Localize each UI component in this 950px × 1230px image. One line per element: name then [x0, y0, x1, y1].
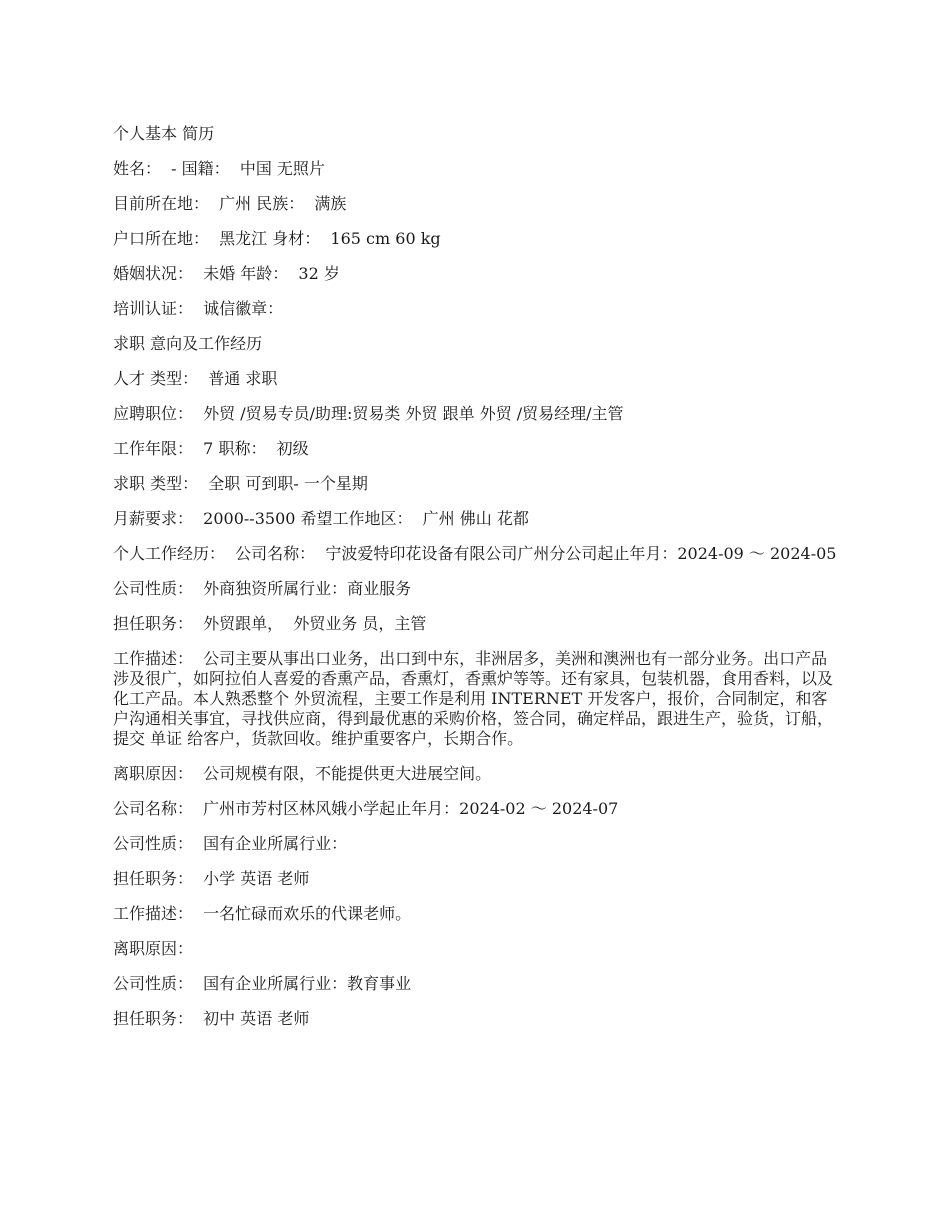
company-name-line: 公司名称： 广州市芳村区林风娥小学起止年月：2024-02 ～ 2024-07 [113, 799, 619, 818]
job-duty-line: 担任职务： 小学 英语 老师 [113, 869, 310, 888]
section-title: 求职 意向及工作经历 [113, 334, 263, 353]
company-nature-line: 公司性质： 国有企业所属行业：教育事业 [113, 974, 412, 993]
company-nature-line: 公司性质： 国有企业所属行业： [113, 834, 348, 853]
talent-type-line: 人才 类型： 普通 求职 [113, 369, 278, 388]
job-type-line: 求职 类型： 全职 可到职- 一个星期 [113, 474, 368, 493]
location-ethnicity-line: 目前所在地： 广州 民族： 满族 [113, 194, 347, 213]
resume-document [113, 124, 838, 1044]
marital-age-line: 婚姻状况： 未婚 年龄： 32 岁 [113, 264, 340, 283]
job-description-paragraph: 工作描述： 公司主要从事出口业务，出口到中东，非洲居多，美洲和澳洲也有一部分业务。出口产品涉及很广，如阿拉伯人喜爱的香熏产品，香熏灯，香熏炉等等。还有家具，包装机器，食用香料，以及化工产品。本人熟悉整个 外贸流程，主要工作是利用 INTERNET 开发客户，报价，合同制定，和客户沟通相关事宜，寻找供应商，得到最优惠的采购价格，签合同，确定样品，跟进生产，验货，订船，提交 单证 给客户，货款回收。维护重要客户，长期合作。 [113, 649, 834, 748]
job-description-line: 工作描述： 一名忙碌而欢乐的代课老师。 [113, 904, 412, 923]
salary-area-line: 月薪要求： 2000--3500 希望工作地区： 广州 佛山 花都 [113, 509, 529, 528]
hukou-body-line: 户口所在地： 黑龙江 身材： 165 cm 60 kg [113, 229, 441, 248]
leaving-reason-line: 离职原因： 公司规模有限，不能提供更大进展空间。 [113, 764, 492, 783]
years-title-line: 工作年限： 7 职称： 初级 [113, 439, 309, 458]
work-history-line: 个人工作经历： 公司名称： 宁波爱特印花设备有限公司广州分公司起止年月：2024-09 ～ 2024-05 [113, 544, 837, 563]
position-line: 应聘职位： 外贸 /贸易专员/助理:贸易类 外贸 跟单 外贸 /贸易经理/主管 [113, 404, 624, 423]
job-duty-line: 担任职务： 初中 英语 老师 [113, 1009, 310, 1028]
company-nature-line: 公司性质： 外商独资所属行业：商业服务 [113, 579, 412, 598]
leaving-reason-line: 离职原因： [113, 939, 194, 958]
name-nationality-line: 姓名： - 国籍： 中国 无照片 [113, 159, 325, 178]
job-duty-line: 担任职务： 外贸跟单， 外贸业务 员，主管 [113, 614, 427, 633]
certification-line: 培训认证： 诚信徽章： [113, 299, 284, 318]
section-title: 个人基本 简历 [113, 124, 215, 143]
